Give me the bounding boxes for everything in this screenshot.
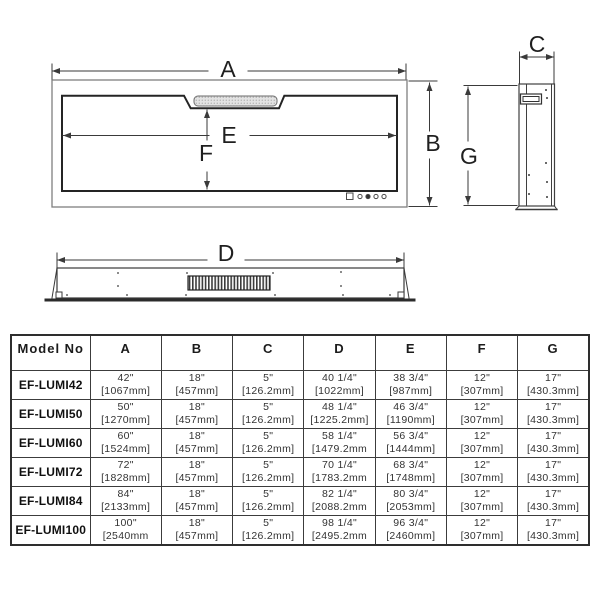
mm-value: [126.2mm] — [242, 443, 295, 455]
dim-cell — [304, 487, 375, 516]
dim-cell — [161, 487, 232, 516]
mm-value: [1270mm] — [101, 414, 151, 426]
inch-value: 18" — [188, 429, 206, 442]
mm-value: [2088.2mm — [311, 501, 368, 513]
dim-cell — [161, 516, 232, 546]
dim-label-c: C — [528, 31, 546, 57]
dim-cell — [161, 458, 232, 487]
mm-value: [1067mm] — [101, 385, 151, 397]
dim-cell — [304, 458, 375, 487]
mm-value: [1022mm] — [314, 385, 365, 397]
table-row — [11, 516, 589, 546]
inch-value: 18" — [188, 487, 206, 500]
mm-value: [126.2mm] — [242, 385, 295, 397]
mm-value: [126.2mm] — [242, 414, 295, 426]
dim-cell — [518, 487, 589, 516]
inch-value: 38 3/4" — [393, 371, 429, 384]
dim-cell — [161, 400, 232, 429]
inch-value: 18" — [188, 516, 206, 529]
dim-cell — [446, 371, 517, 400]
mm-value: [126.2mm] — [242, 501, 295, 513]
model-cell: EF-LUMI72 — [11, 458, 90, 487]
dim-label-g: G — [460, 143, 478, 169]
dim-cell — [375, 429, 446, 458]
mm-value: [1225.2mm] — [310, 414, 369, 426]
model-cell: EF-LUMI60 — [11, 429, 90, 458]
inch-value: 60" — [117, 429, 134, 442]
inch-value: 17" — [544, 516, 562, 529]
inch-value: 80 3/4" — [393, 487, 429, 500]
mm-value: [2133mm] — [101, 501, 151, 513]
dim-cell — [375, 516, 446, 546]
table-row — [11, 487, 589, 516]
control-buttons-icon — [347, 193, 387, 200]
mm-value: [457mm] — [175, 501, 219, 513]
spec-table — [10, 334, 590, 546]
inch-value: 50" — [117, 400, 134, 413]
spec-table-header — [11, 335, 589, 371]
dim-cell — [446, 429, 517, 458]
inch-value: 82 1/4" — [321, 487, 357, 500]
inch-value: 17" — [544, 458, 562, 471]
dim-label-a: A — [220, 56, 236, 82]
mm-value: [430.3mm] — [526, 501, 580, 513]
dim-cell — [90, 400, 161, 429]
inch-value: 5" — [263, 429, 274, 442]
dim-cell — [375, 487, 446, 516]
inch-value: 17" — [544, 400, 562, 413]
model-cell: EF-LUMI50 — [11, 400, 90, 429]
mm-value: [430.3mm] — [526, 443, 580, 455]
mm-value: [2495.2mm — [311, 530, 368, 542]
mm-value: [430.3mm] — [526, 414, 580, 426]
mm-value: [457mm] — [175, 472, 219, 484]
inch-value: 98 1/4" — [321, 516, 357, 529]
inch-value: 17" — [544, 371, 562, 384]
dim-cell — [446, 458, 517, 487]
mm-value: [307mm] — [460, 530, 504, 542]
dim-cell — [518, 371, 589, 400]
front-view — [52, 56, 441, 207]
dim-cell — [518, 516, 589, 546]
dim-label-b: B — [425, 130, 441, 156]
mm-value: [307mm] — [460, 385, 504, 397]
inch-value: 48 1/4" — [321, 400, 357, 413]
col-header-b: B — [161, 335, 232, 371]
mm-value: [457mm] — [175, 530, 219, 542]
top-view — [46, 240, 414, 300]
inch-value: 70 1/4" — [321, 458, 357, 471]
dim-cell — [304, 400, 375, 429]
header-row — [11, 335, 589, 371]
table-row — [11, 458, 589, 487]
inch-value: 12" — [473, 371, 491, 384]
dim-label-e: E — [221, 122, 237, 148]
dim-label-f: F — [198, 140, 214, 166]
dim-cell — [90, 371, 161, 400]
inch-value: 5" — [263, 516, 274, 529]
inch-value: 12" — [473, 429, 491, 442]
col-header-c: C — [233, 335, 304, 371]
col-header-g: G — [518, 335, 589, 371]
dim-cell — [446, 400, 517, 429]
dim-cell — [90, 516, 161, 546]
dim-cell — [233, 371, 304, 400]
inch-value: 84" — [117, 487, 134, 500]
inch-value: 72" — [117, 458, 134, 471]
dim-cell — [446, 516, 517, 546]
mm-value: [430.3mm] — [526, 385, 580, 397]
inch-value: 68 3/4" — [393, 458, 429, 471]
mm-value: [1748mm] — [386, 472, 436, 484]
table-row — [11, 400, 589, 429]
model-cell: EF-LUMI84 — [11, 487, 90, 516]
mm-value: [987mm] — [389, 385, 433, 397]
inch-value: 58 1/4" — [321, 429, 357, 442]
inch-value: 18" — [188, 371, 206, 384]
dim-cell — [304, 429, 375, 458]
mm-value: [307mm] — [460, 443, 504, 455]
dim-cell — [304, 371, 375, 400]
inch-value: 42" — [117, 371, 134, 384]
mm-value: [1444mm] — [386, 443, 436, 455]
front-vent-icon — [194, 96, 277, 106]
inch-value: 5" — [263, 458, 274, 471]
mm-value: [457mm] — [175, 385, 219, 397]
side-view — [460, 31, 557, 210]
mm-value: [430.3mm] — [526, 530, 580, 542]
col-header-f: F — [446, 335, 517, 371]
dim-cell — [304, 516, 375, 546]
mm-value: [457mm] — [175, 443, 219, 455]
inch-value: 18" — [188, 458, 206, 471]
dim-cell — [233, 400, 304, 429]
dim-cell — [233, 516, 304, 546]
top-vent-icon — [188, 276, 270, 290]
inch-value: 17" — [544, 487, 562, 500]
table-row — [11, 371, 589, 400]
mm-value: [1783.2mm — [311, 472, 368, 484]
mm-value: [2460mm] — [386, 530, 436, 542]
model-cell: EF-LUMI42 — [11, 371, 90, 400]
mm-value: [1828mm] — [101, 472, 151, 484]
mm-value: [2053mm] — [386, 501, 436, 513]
inch-value: 5" — [263, 400, 274, 413]
dim-cell — [90, 458, 161, 487]
dim-cell — [518, 458, 589, 487]
mm-value: [307mm] — [460, 501, 504, 513]
col-header-model: Model No — [11, 335, 90, 371]
dim-cell — [233, 458, 304, 487]
dim-cell — [375, 400, 446, 429]
dim-label-d: D — [217, 240, 235, 266]
dim-cell — [233, 487, 304, 516]
inch-value: 56 3/4" — [393, 429, 429, 442]
dim-cell — [375, 458, 446, 487]
inch-value: 18" — [188, 400, 206, 413]
dim-cell — [446, 487, 517, 516]
dim-cell — [233, 429, 304, 458]
inch-value: 12" — [473, 516, 491, 529]
mm-value: [457mm] — [175, 414, 219, 426]
inch-value: 17" — [544, 429, 562, 442]
inch-value: 5" — [263, 371, 274, 384]
mm-value: [1479.2mm — [311, 443, 368, 455]
dim-cell — [90, 487, 161, 516]
mm-value: [1524mm] — [101, 443, 151, 455]
side-vent-icon — [521, 94, 542, 104]
inch-value: 5" — [263, 487, 274, 500]
dim-cell — [518, 429, 589, 458]
col-header-a: A — [90, 335, 161, 371]
inch-value: 12" — [473, 487, 491, 500]
model-cell: EF-LUMI100 — [11, 516, 90, 546]
mm-value: [430.3mm] — [526, 472, 580, 484]
mm-value: [126.2mm] — [242, 530, 295, 542]
inch-value: 40 1/4" — [321, 371, 357, 384]
mm-value: [1190mm] — [386, 414, 435, 426]
col-header-d: D — [304, 335, 375, 371]
table-row — [11, 429, 589, 458]
dim-cell — [161, 429, 232, 458]
inch-value: 12" — [473, 458, 491, 471]
inch-value: 100" — [114, 516, 137, 529]
mm-value: [2540mm — [102, 530, 149, 542]
inch-value: 46 3/4" — [393, 400, 429, 413]
dim-cell — [90, 429, 161, 458]
col-header-e: E — [375, 335, 446, 371]
mm-value: [307mm] — [460, 472, 504, 484]
dim-cell — [518, 400, 589, 429]
dim-cell — [375, 371, 446, 400]
inch-value: 12" — [473, 400, 491, 413]
dim-cell — [161, 371, 232, 400]
mm-value: [126.2mm] — [242, 472, 295, 484]
mm-value: [307mm] — [460, 414, 504, 426]
inch-value: 96 3/4" — [393, 516, 429, 529]
